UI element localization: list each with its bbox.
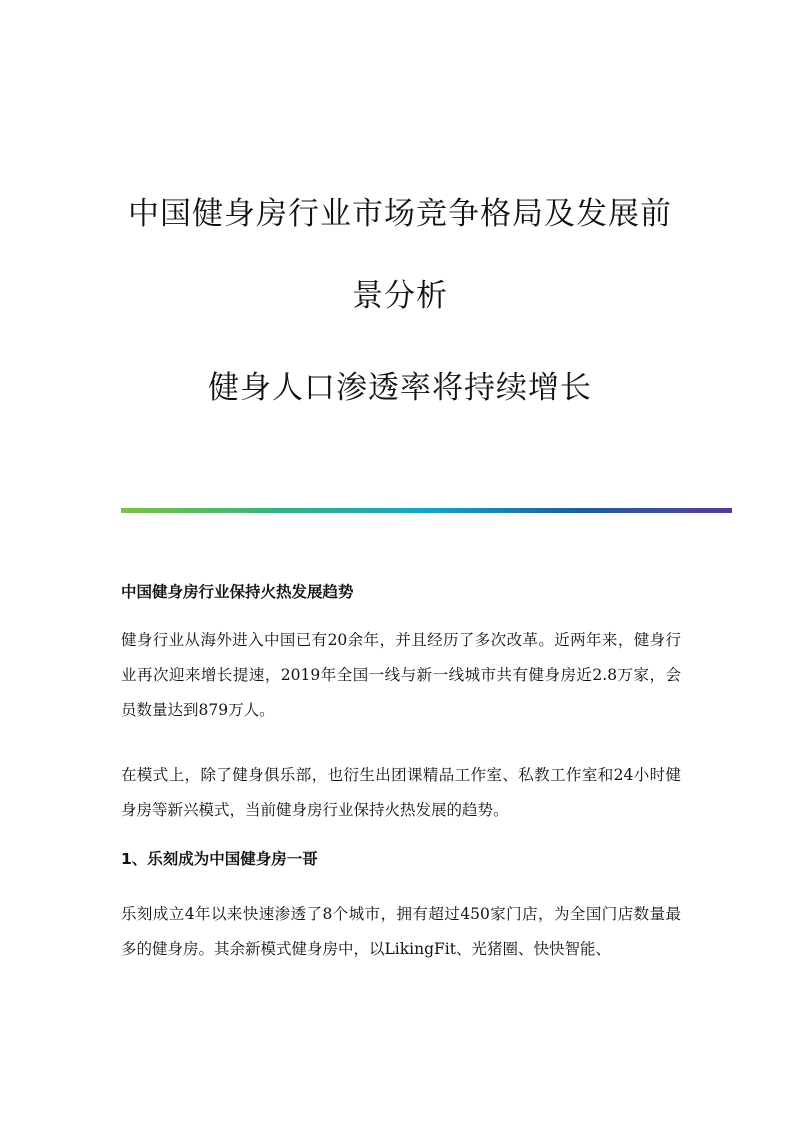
- document-subtitle: 健身人口渗透率将持续增长: [208, 370, 592, 406]
- gradient-divider: [121, 508, 732, 513]
- body-paragraph: 乐刻成立4年以来快速渗透了8个城市，拥有超过450家门店，为全国门店数量最多的健身房。其余新模式健身房中，以LikingFit、光猪圈、快快智能、: [121, 905, 681, 958]
- section-heading: 1、乐刻成为中国健身房一哥: [121, 850, 318, 868]
- body-paragraph: 健身行业从海外进入中国已有20余年，并且经历了多次改革。近两年来，健身行业再次迎来增长提速，2019年全国一线与新一线城市共有健身房近2.8万家，会员数量达到879万人。: [121, 631, 681, 719]
- section-heading: 中国健身房行业保持火热发展趋势: [121, 583, 354, 601]
- document-title-line-2: 景分析: [352, 278, 448, 314]
- body-paragraph: 在模式上，除了健身俱乐部，也衍生出团课精品工作室、私教工作室和24小时健身房等新兴模式，当前健身房行业保持火热发展的趋势。: [121, 766, 681, 819]
- document-title-line-1: 中国健身房行业市场竞争格局及发展前: [128, 196, 672, 232]
